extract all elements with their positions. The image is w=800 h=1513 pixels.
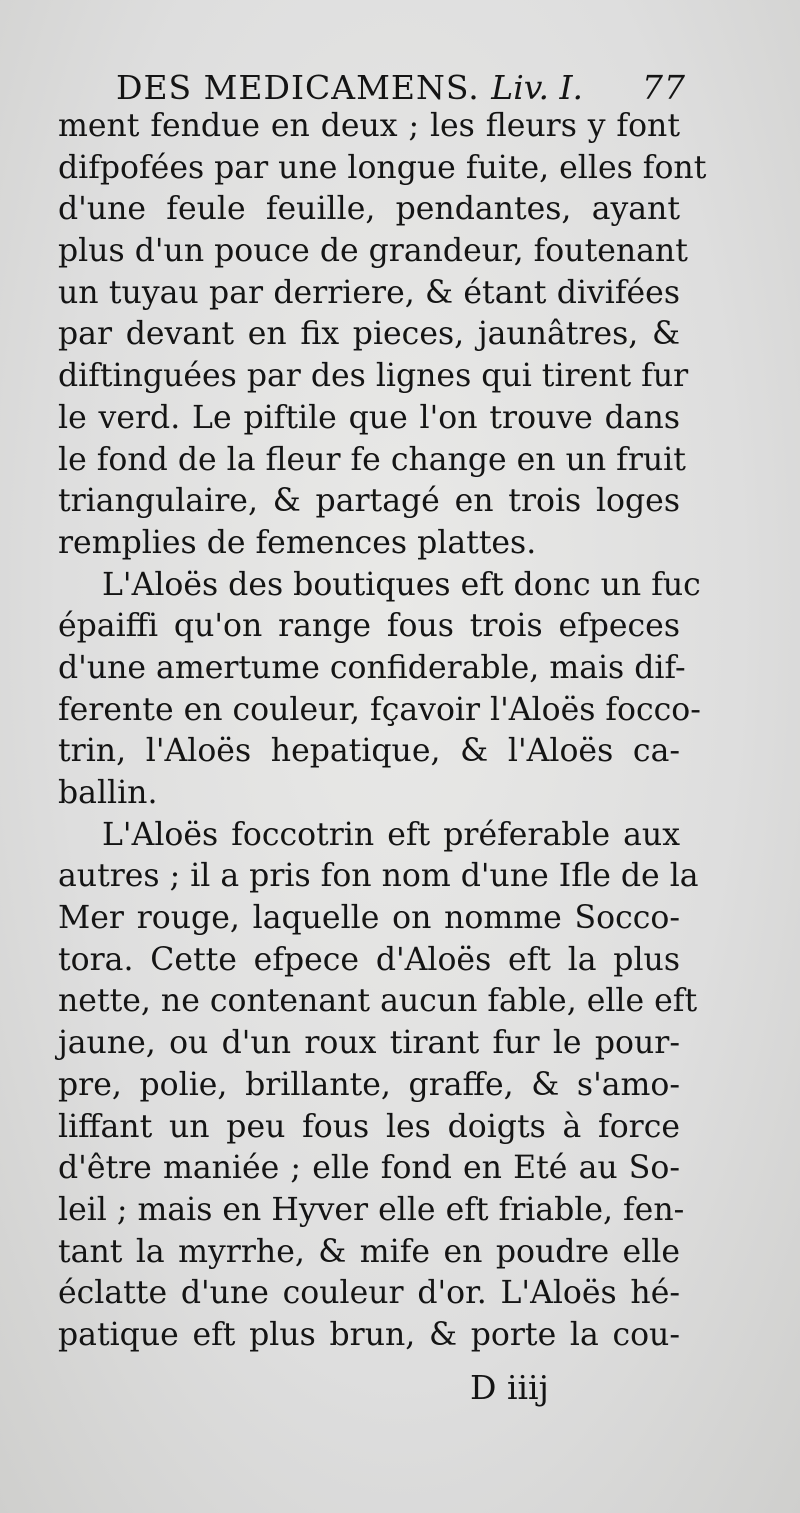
- text-line-paragraph-start: L'Aloës des boutiques eft donc un fuc: [102, 566, 701, 603]
- running-title-book: Liv. I.: [491, 68, 583, 107]
- text-line: tant la myrrhe, & mife en poudre elle: [58, 1233, 680, 1270]
- text-line: ferente en couleur, fçavoir l'Aloës focco-: [58, 691, 701, 728]
- text-line: ment fendue en deux ; les fleurs y font: [58, 108, 680, 144]
- running-title-text: DES MEDICAMENS.: [116, 68, 480, 107]
- text-line: leil ; mais en Hyver elle eft friable, fen-: [58, 1191, 685, 1228]
- text-line: difpofées par une longue fuite, elles font: [58, 149, 707, 186]
- text-line: le fond de la fleur fe change en un fruit: [58, 441, 686, 478]
- text-line-paragraph-end: ballin.: [58, 775, 158, 811]
- running-title: [116, 66, 583, 110]
- text-line: d'une amertume confiderable, mais dif-: [58, 649, 686, 686]
- text-line: un tuyau par derriere, & étant divifées: [58, 274, 680, 311]
- text-line: pre, polie, brillante, graffe, & s'amo-: [58, 1066, 680, 1103]
- page-number: 77: [642, 68, 686, 107]
- text-line: trin, l'Aloës hepatique, & l'Aloës ca-: [58, 733, 680, 770]
- text-line: patique eft plus brun, & porte la cou-: [58, 1316, 680, 1353]
- text-line: éclatte d'une couleur d'or. L'Aloës hé-: [58, 1275, 680, 1312]
- text-line: d'être maniée ; elle fond en Eté au So-: [58, 1150, 680, 1187]
- text-line: tora. Cette efpece d'Aloës eft la plus: [58, 941, 680, 978]
- running-header: [116, 66, 686, 110]
- text-line: liffant un peu fous les doigts à force: [58, 1108, 680, 1145]
- text-line: Mer rouge, laquelle on nomme Socco-: [58, 900, 680, 937]
- text-line: d'une feule feuille, pendantes, ayant: [58, 191, 680, 228]
- text-line: le verd. Le piftile que l'on trouve dans: [58, 399, 680, 436]
- text-line: par devant en fix pieces, jaunâtres, &: [58, 316, 680, 353]
- text-line-paragraph-start: L'Aloës foccotrin eft préferable aux: [102, 816, 680, 853]
- text-line: jaune, ou d'un roux tirant fur le pour-: [58, 1025, 680, 1062]
- body-text: [58, 106, 707, 1357]
- text-line: diftinguées par des lignes qui tirent fur: [58, 358, 689, 395]
- signature-mark: D iiij: [470, 1368, 549, 1407]
- text-line: autres ; il a pris fon nom d'une Ifle de la: [58, 858, 699, 895]
- text-line: épaiffi qu'on range fous trois efpeces: [58, 608, 680, 645]
- text-line: triangulaire, & partagé en trois loges: [58, 483, 680, 520]
- text-line: plus d'un pouce de grandeur, foutenant: [58, 233, 688, 270]
- text-line: nette, ne contenant aucun fable, elle eft: [58, 983, 698, 1020]
- text-line-paragraph-end: remplies de femences plattes.: [58, 524, 537, 561]
